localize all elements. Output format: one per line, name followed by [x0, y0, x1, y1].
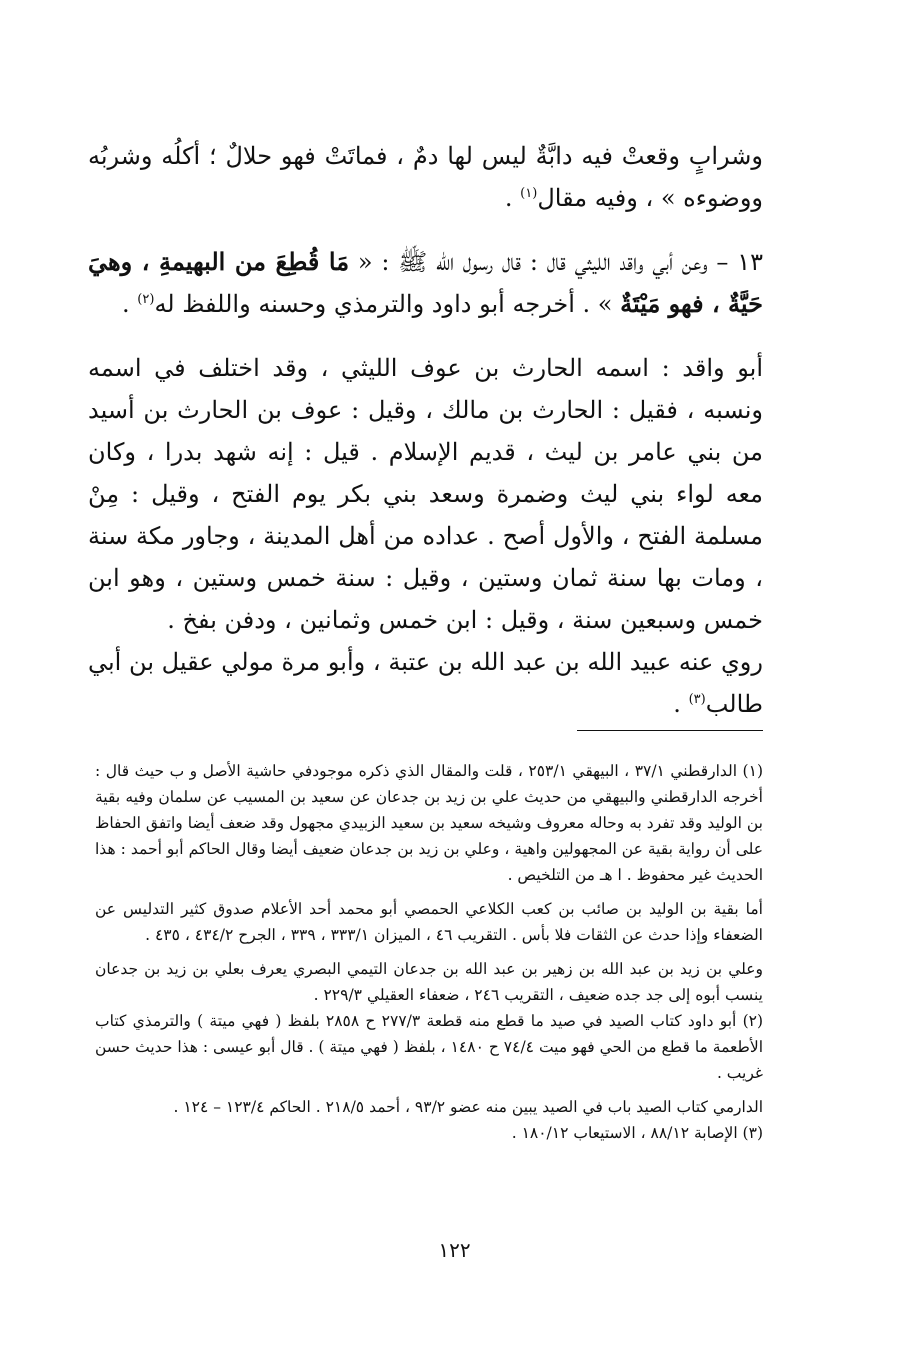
footnote-separator [577, 730, 763, 731]
paragraph-1: وشرابٍ وقعتْ فيه دابَّةٌ ليس لها دمٌ ، فماتَتْ فهو حلالٌ ؛ أكلُه وشربُه ووضوءه » ، وفيه مقال$^{(١)}$ . [88, 142, 763, 212]
footnote-ref-3: (٣) [688, 692, 706, 707]
footnote-2-continued: الدارمي كتاب الصيد باب في الصيد يبين منه عضو ٩٣/٢ ، أحمد ٢١٨/٥ . الحاكم ١٢٣/٤ – ١٢٤ . [173, 1098, 763, 1116]
footnote-1: (١) الدارقطني ٣٧/١ ، البيهقي ٢٥٣/١ ، قلت والمقال الذي ذكره موجودفي حاشية الأصل و ب حيث قال : أخرجه الدارقطني والبيهقي من حديث علي بن زيد بن جدعان عن سعيد بن المسيب عن سلمان وفيه بقية بن الوليد وقد تفرد به وحاله معروف وشيخه سعيد بن سعيد الزبيدي مجهول وقد ضعف أيضا واتفق الحفاظ على أن رواية بقية عن المجهولين واهية ، وعلي بن زيد بن جدعان ضعيف أيضا وقال الحاكم أبو أحمد : هذا الحديث غير محفوظ . ا هـ من التلخيص . [95, 762, 763, 884]
footnotes [95, 758, 763, 1146]
footnote-ref-2: (٢) [137, 292, 155, 307]
page-number: ١٢٢ [438, 1238, 471, 1262]
footnote-2: (٢) أبو داود كتاب الصيد في صيد ما قطع منه قطعة ٢٧٧/٣ ح ٢٨٥٨ بلفظ ( فهي ميتة ) والترمذي كتاب الأطعمة ما قطع من الحي فهو ميت ٧٤/٤ ح ١٤٨٠ ، بلفظ ( فهي ميتة ) . قال أبو عيسى : هذا حديث حسن غريب . [95, 1012, 764, 1082]
paragraph-1-text: وشرابٍ وقعتْ فيه دابَّةٌ ليس لها دمٌ ، فماتَتْ فهو حلالٌ ؛ أكلُه وشربُه ووضوءه » ، وفيه مقال [88, 142, 763, 212]
biography-paragraph: أبو واقد : اسمه الحارث بن عوف الليثي ، وقد اختلف في اسمه ونسبه ، فقيل : الحارث بن مالك ، وقيل : عوف بن الحارث بن أسيد من بني عامر بن ليث ، قديم الإسلام . قيل : إنه شهد بدرا ، وكان معه لواء بني ليث وضمرة وسعد بني بكر يوم الفتح ، وقيل : مِنْ مسلمة الفتح ، والأول أصح . عداده من أهل المدينة ، وجاور مكة سنة ، ومات بها سنة ثمان وستين ، وقيل : سنة خمس وستين ، وهو ابن خمس وسبعين سنة ، وقيل : ابن خمس وثمانين ، ودفن بفخ . [88, 354, 763, 634]
footnote-ref-1: (١) [520, 186, 538, 201]
footnote-1-continued: أما بقية بن الوليد بن صائب بن كعب الكلاعي الحمصي أبو محمد أحد الأعلام صدوق كثير التدليس عن الضعفاء وإذا حدث عن الثقات فلا بأس . التقريب ٤٦ ، الميزان ٣٣٣/١ ، ٣٣٩ ، الجرح ٤٣٤/٢ ، ٤٣٥ . [95, 900, 763, 944]
main-text [88, 135, 763, 725]
footnote-1-continued-2: وعلي بن زيد بن عبد الله بن زهير بن عبد الله بن جدعان التيمي البصري يعرف بعلي بن زيد بن جدعان ينسب أبوه إلى جد جده ضعيف ، التقريب ٢٤٦ ، ضعفاء العقيلي ٢٢٩/٣ . [95, 960, 763, 1004]
footnote-3: (٣) الإصابة ٨٨/١٢ ، الاستيعاب ١٨٠/١٢ . [511, 1124, 763, 1142]
narrators-paragraph: روي عنه عبيد الله بن عبد الله بن عتبة ، وأبو مرة مولي عقيل بن أبي طالب$^{(٣)}$ . [88, 648, 763, 718]
hadith-quote: مَا قُطِعَ من البهيمةِ ، وهيَ حَيَّةٌ ، فهو مَيْتَةٌ [88, 247, 763, 318]
hadith-13: ١٣ – وعن أبي واقد الليثي قال : قال رسول الله ﷺ : « مَا قُطِعَ من البهيمةِ ، وهيَ حَيَّةٌ ، فهو مَيْتَةٌ » . أخرجه أبو داود والترمذي وحسنه واللفظ له$^{(٢)}$ . [88, 247, 763, 318]
